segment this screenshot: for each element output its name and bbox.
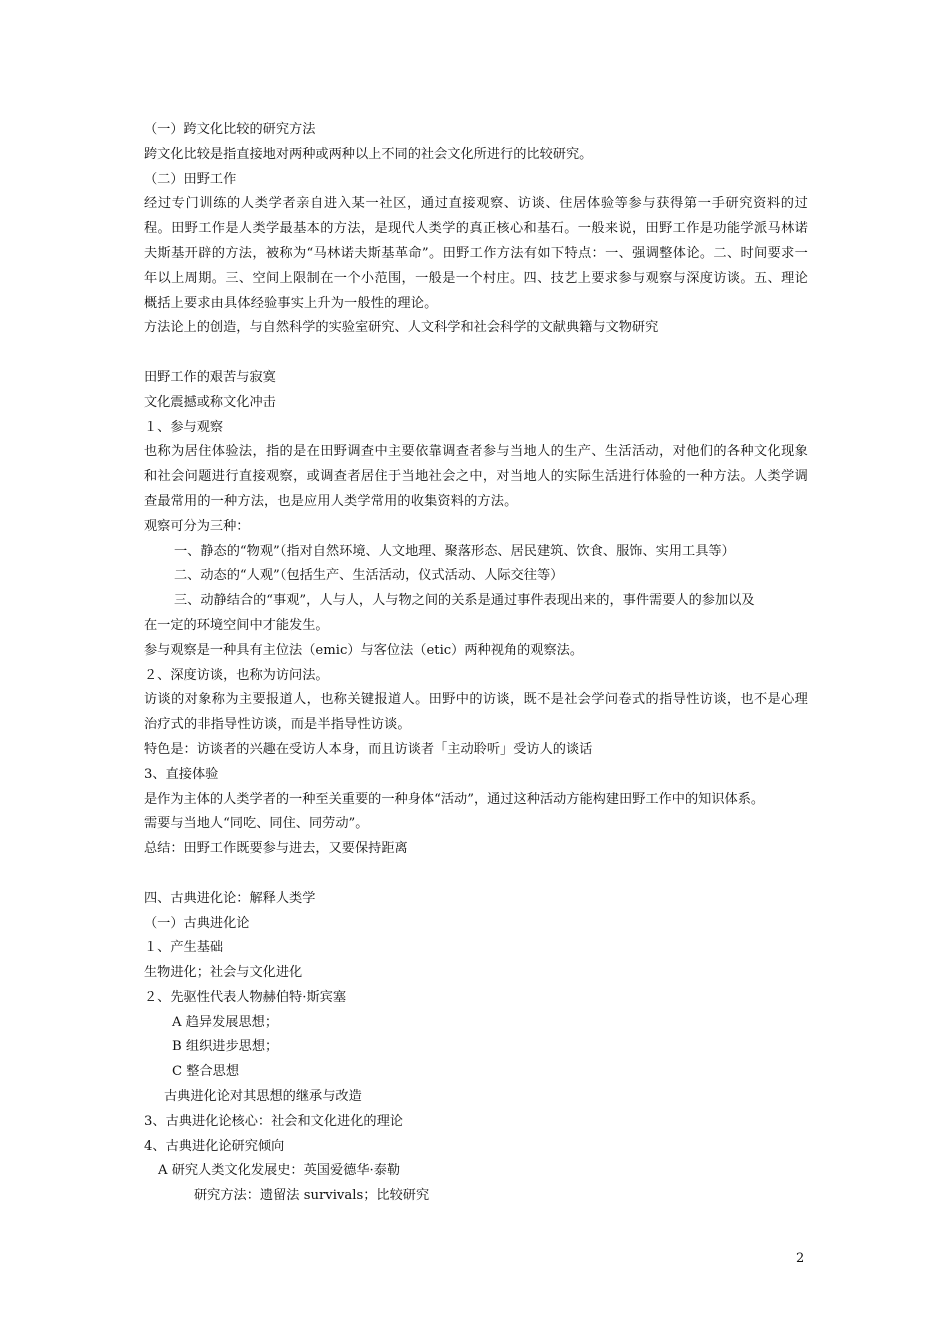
list-item-combined-observation: 三、动静结合的“事观”，人与人，人与物之间的关系是通过事件表现出来的，事件需要人的参加以及 (174, 593, 755, 609)
list-item-edward-tylor: A 研究人类文化发展史：英国爱德华·泰勒 (158, 1163, 401, 1179)
list-item-organizational-progress: B 组织进步思想； (172, 1039, 279, 1055)
list-item-static-observation: 一、静态的“物观”（指对自然环境、人文地理、聚落形态、居民建筑、饮食、服饰、实用工具等） (174, 543, 735, 559)
list-item-divergent-development: A 趋异发展思想； (172, 1014, 279, 1030)
line-interview-features: 特色是：访谈者的兴趣在受访人本身，而且访谈者「主动聆听」受访人的谈话 (144, 741, 593, 757)
paragraph-interview-subjects: 访谈的对象称为主要报道人，也称关键报道人。田野中的访谈，既不是社会学问卷式的指导性访谈，也不是心理治疗式的非指导性访谈，而是半指导性访谈。 (144, 692, 808, 733)
list-item-integration: C 整合思想 (172, 1064, 240, 1080)
line-three-types-observation: 观察可分为三种： (144, 518, 250, 534)
subheading-classical-evolutionism: （一）古典进化论 (144, 915, 250, 931)
heading-origin-basis: １、产生基础 (144, 940, 224, 956)
section-heading-fieldwork: （二）田野工作 (144, 171, 237, 187)
section-heading-cross-cultural: （一）跨文化比较的研究方法 (144, 122, 316, 137)
heading-herbert-spencer: ２、先驱性代表人物赫伯特·斯宾塞 (144, 989, 347, 1005)
line-emic-etic: 参与观察是一种具有主位法（emic）与客位法（etic）两种视角的观察法。 (144, 642, 584, 658)
heading-direct-experience: 3、直接体验 (144, 766, 219, 782)
document-body (144, 118, 808, 1209)
blank-line (144, 341, 808, 366)
line-fieldwork-hardship: 田野工作的艰苦与寂寞 (144, 369, 276, 385)
line-inheritance-and-reform: 古典进化论对其思想的继承与改造 (164, 1089, 362, 1105)
list-item-dynamic-observation: 二、动态的“人观”（包括生产、生活活动，仪式活动、人际交往等） (174, 568, 564, 584)
blank-line (144, 862, 808, 887)
paragraph-participant-observation: 也称为居住体验法，指的是在田野调查中主要依靠调查者参与当地人的生产、生活活动，对他们的各种文化现象和社会问题进行直接观察，或调查者居住于当地社会之中，对当地人的实际生活进行体验的一种方法。人类学调查最常用的一种方法，也是应用人类学常用的收集资料的方法。 (144, 444, 808, 509)
line-biological-evolution: 生物进化；社会与文化进化 (144, 965, 303, 981)
line-culture-shock: 文化震撼或称文化冲击 (144, 394, 276, 410)
paragraph-methodology-innovation: 方法论上的创造，与自然科学的实验室研究、人文科学和社会科学的文献典籍与文物研究 (144, 320, 659, 336)
line-summary: 总结：田野工作既要参与进去，又要保持距离 (144, 841, 408, 857)
line-eat-live-work: 需要与当地人“同吃、同住、同劳动”。 (144, 816, 369, 832)
list-item-combined-observation-continued: 在一定的环境空间中才能发生。 (144, 617, 329, 633)
heading-participant-observation: １、参与观察 (144, 419, 224, 435)
paragraph-fieldwork-definition: 经过专门训练的人类学者亲自进入某一社区，通过直接观察、访谈、住居体验等参与获得第一手研究资料的过程。田野工作是人类学最基本的方法，是现代人类学的真正核心和基石。一般来说，田野工作是功能学派马林诺夫斯基开辟的方法，被称为“马林诺夫斯基革命”。田野工作方法有如下特点：一、强调整体论。二、时间要求一年以上周期。三、空间上限制在一个小范围，一般是一个村庄。四、技艺上要求参与观察与深度访谈。五、理论概括上要求由具体经验事实上升为一般性的理论。 (144, 196, 808, 311)
heading-classical-evolutionism: 四、古典进化论：解释人类学 (144, 890, 316, 906)
line-research-methods: 研究方法：遗留法 survivals；比较研究 (194, 1188, 430, 1204)
paragraph-cross-cultural-definition: 跨文化比较是指直接地对两种或两种以上不同的社会文化所进行的比较研究。 (144, 146, 593, 162)
heading-research-tendency: 4、古典进化论研究倾向 (144, 1138, 285, 1154)
heading-core-theory: 3、古典进化论核心：社会和文化进化的理论 (144, 1113, 403, 1129)
line-direct-experience-definition: 是作为主体的人类学者的一种至关重要的一种身体“活动”，通过这种活动方能构建田野工作中的知识体系。 (144, 791, 765, 807)
heading-in-depth-interview: ２、深度访谈，也称为访问法。 (144, 667, 329, 683)
page-number: 2 (796, 1251, 805, 1266)
